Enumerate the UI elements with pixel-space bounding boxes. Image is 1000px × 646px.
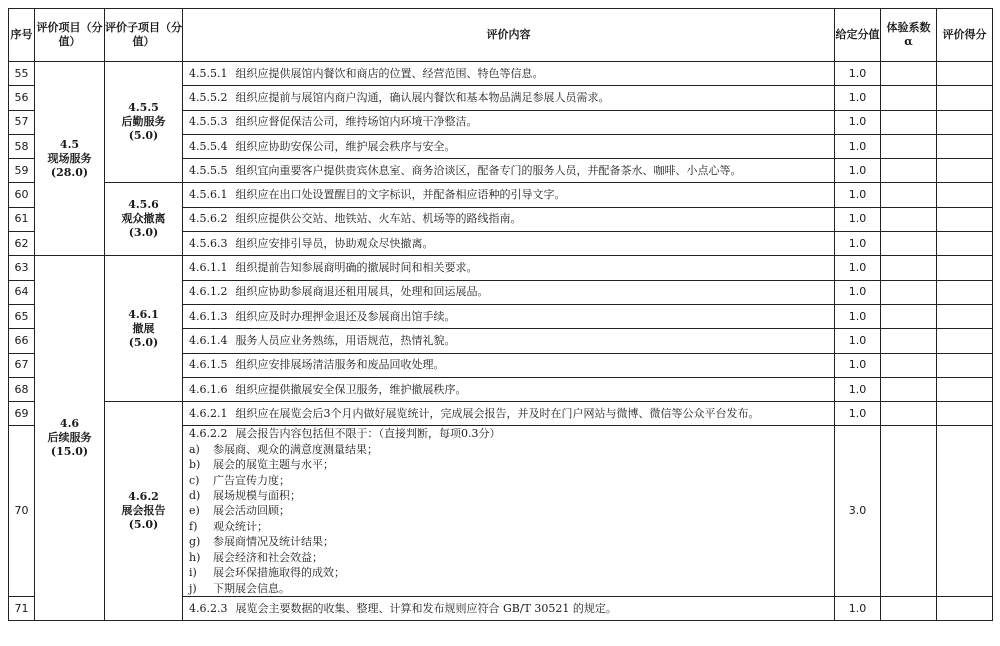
- row-content: [183, 232, 835, 256]
- row-content: [183, 86, 835, 110]
- clause-text: 展览会主要数据的收集、整理、计算和发布规则应符合 GB/T 30521 的规定。: [235, 601, 617, 615]
- row-coefficient-cell[interactable]: [881, 280, 937, 304]
- row-eval-score-cell[interactable]: [937, 596, 993, 620]
- header-content: 评价内容: [183, 9, 835, 62]
- header-subitem: 评价子项目（分值）: [105, 9, 183, 62]
- row-coefficient-cell[interactable]: [881, 86, 937, 110]
- report-intro: [189, 426, 834, 441]
- row-content: [183, 377, 835, 401]
- list-marker: g): [189, 535, 201, 549]
- header-item: 评价项目（分值）: [35, 9, 105, 62]
- clause-text: 组织提前告知参展商明确的撤展时间和相关要求。: [235, 261, 478, 275]
- row-seq: 63: [9, 256, 35, 280]
- clause-code: 4.6.1.3: [189, 309, 228, 323]
- list-text: 展会经济和社会效益；: [213, 550, 323, 564]
- row-content: [183, 159, 835, 183]
- clause-code: 4.6.1.1: [189, 261, 228, 275]
- row-content: [183, 304, 835, 328]
- clause-code: 4.5.5.4: [189, 139, 228, 153]
- row-eval-score-cell[interactable]: [937, 304, 993, 328]
- subgroup-name: 观众撤离: [121, 212, 166, 226]
- row-coefficient-cell[interactable]: [881, 207, 937, 231]
- clause-code: 4.6.2.2: [189, 427, 228, 441]
- list-marker: i): [189, 566, 197, 580]
- row-given-score: 1.0: [835, 402, 881, 426]
- row-seq: 66: [9, 329, 35, 353]
- clause-text: 组织应安排引导员，协助观众尽快撤离。: [235, 236, 434, 250]
- row-seq: 57: [9, 110, 35, 134]
- list-item: [189, 581, 834, 596]
- row-eval-score-cell[interactable]: [937, 159, 993, 183]
- list-marker: e): [189, 504, 200, 518]
- clause-text: 服务人员应业务熟练，用语规范，热情礼貌。: [235, 333, 456, 347]
- row-eval-score-cell[interactable]: [937, 232, 993, 256]
- list-marker: a): [189, 442, 200, 456]
- row-content: [183, 280, 835, 304]
- list-text: 展会环保措施取得的成效；: [213, 566, 345, 580]
- row-given-score: 1.0: [835, 280, 881, 304]
- row-given-score: 1.0: [835, 134, 881, 158]
- header-eval-score: 评价得分: [937, 9, 993, 62]
- row-content: [183, 207, 835, 231]
- subgroup-score: (5.0): [128, 129, 159, 143]
- row-coefficient-cell[interactable]: [881, 402, 937, 426]
- subgroup-name: 撤展: [132, 321, 155, 335]
- row-content: [183, 134, 835, 158]
- row-given-score: 1.0: [835, 256, 881, 280]
- group-4-6: [35, 256, 105, 621]
- row-seq: 61: [9, 207, 35, 231]
- row-content: [183, 62, 835, 86]
- row-eval-score-cell[interactable]: [937, 280, 993, 304]
- subgroup-score: (3.0): [128, 226, 159, 240]
- clause-code: 4.6.1.2: [189, 285, 228, 299]
- list-item: [189, 565, 834, 580]
- row-seq: 60: [9, 183, 35, 207]
- row-coefficient-cell[interactable]: [881, 134, 937, 158]
- list-text: 展场规模与面积；: [213, 489, 301, 503]
- row-eval-score-cell[interactable]: [937, 353, 993, 377]
- row-given-score: 1.0: [835, 232, 881, 256]
- header-coefficient: 体验系数 α: [881, 9, 937, 62]
- row-coefficient-cell[interactable]: [881, 377, 937, 401]
- row-eval-score-cell[interactable]: [937, 134, 993, 158]
- row-given-score: 1.0: [835, 110, 881, 134]
- row-content: [183, 329, 835, 353]
- list-marker: f): [189, 519, 198, 533]
- list-item: [189, 503, 834, 518]
- row-coefficient-cell[interactable]: [881, 596, 937, 620]
- clause-text: 组织应提前与展馆内商户沟通，确认展内餐饮和基本物品满足参展人员需求。: [235, 90, 610, 104]
- clause-code: 4.5.6.3: [189, 236, 228, 250]
- group-score: (28.0): [50, 165, 89, 179]
- group-4-5: [35, 62, 105, 256]
- row-coefficient-cell[interactable]: [881, 232, 937, 256]
- subgroup-4-5-5: [105, 62, 183, 183]
- list-text: 广告宣传力度；: [213, 473, 290, 487]
- list-marker: c): [189, 473, 200, 487]
- subgroup-name: 展会报告: [121, 504, 166, 518]
- row-eval-score-cell[interactable]: [937, 402, 993, 426]
- clause-code: 4.5.5.2: [189, 90, 228, 104]
- header-given-score: 给定分值: [835, 9, 881, 62]
- list-marker: h): [189, 550, 201, 564]
- row-given-score: 1.0: [835, 596, 881, 620]
- row-coefficient-cell[interactable]: [881, 110, 937, 134]
- row-coefficient-cell[interactable]: [881, 159, 937, 183]
- clause-text: 组织宜向重要客户提供贵宾休息室、商务洽谈区，配备专门的服务人员，并配备茶水、咖啡、小点心等。: [235, 163, 742, 177]
- group-score: (15.0): [50, 445, 89, 459]
- row-coefficient-cell[interactable]: [881, 329, 937, 353]
- list-item: [189, 550, 834, 565]
- table-row: [9, 62, 993, 86]
- row-seq: 58: [9, 134, 35, 158]
- list-text: 参展商、观众的满意度测量结果；: [213, 442, 378, 456]
- row-seq: 70: [9, 426, 35, 596]
- clause-code: 4.6.1.4: [189, 333, 228, 347]
- row-given-score: 1.0: [835, 86, 881, 110]
- row-seq: 55: [9, 62, 35, 86]
- clause-code: 4.5.5.5: [189, 163, 228, 177]
- row-seq: 62: [9, 232, 35, 256]
- clause-text: 组织应督促保洁公司，维持场馆内环境干净整洁。: [235, 115, 478, 129]
- list-text: 参展商情况及统计结果；: [213, 535, 334, 549]
- row-coefficient-cell[interactable]: [881, 353, 937, 377]
- clause-code: 4.5.5.1: [189, 66, 228, 80]
- row-given-score: 1.0: [835, 377, 881, 401]
- clause-text: 组织应及时办理押金退还及参展商出馆手续。: [235, 309, 456, 323]
- list-marker: b): [189, 458, 201, 472]
- row-given-score: 3.0: [835, 426, 881, 596]
- list-item: [189, 457, 834, 472]
- list-text: 展会活动回顾；: [213, 504, 290, 518]
- list-item: [189, 519, 834, 534]
- row-eval-score-cell[interactable]: [937, 377, 993, 401]
- row-coefficient-cell[interactable]: [881, 256, 937, 280]
- list-text: 观众统计；: [213, 519, 268, 533]
- row-given-score: 1.0: [835, 183, 881, 207]
- subgroup-4-6-1: [105, 256, 183, 402]
- subgroup-code: 4.5.6: [128, 198, 159, 212]
- clause-text: 组织应在出口处设置醒目的文字标识，并配备相应语种的引导文字。: [235, 188, 566, 202]
- row-content: [183, 596, 835, 620]
- row-given-score: 1.0: [835, 207, 881, 231]
- subgroup-code: 4.5.5: [128, 101, 159, 115]
- group-code: 4.6: [59, 417, 80, 431]
- table-row: [9, 256, 993, 280]
- clause-text: 组织应协助参展商退还租用展具，处理和回运展品。: [235, 285, 489, 299]
- row-given-score: 1.0: [835, 304, 881, 328]
- row-seq: 67: [9, 353, 35, 377]
- clause-text: 组织应安排展场清洁服务和废品回收处理。: [235, 358, 445, 372]
- clause-text: 组织应协助安保公司，维护展会秩序与安全。: [235, 139, 456, 153]
- row-eval-score-cell[interactable]: [937, 110, 993, 134]
- row-seq: 71: [9, 596, 35, 620]
- row-given-score: 1.0: [835, 62, 881, 86]
- clause-code: 4.5.6.1: [189, 188, 228, 202]
- row-content: [183, 353, 835, 377]
- row-eval-score-cell[interactable]: [937, 256, 993, 280]
- subgroup-4-5-6: [105, 183, 183, 256]
- row-eval-score-cell[interactable]: [937, 426, 993, 596]
- subgroup-score: (5.0): [128, 518, 159, 532]
- clause-code: 4.6.1.5: [189, 358, 228, 372]
- row-content: [183, 426, 835, 596]
- header-seq: 序号: [9, 9, 35, 62]
- row-seq: 65: [9, 304, 35, 328]
- subgroup-score: (5.0): [128, 335, 159, 349]
- table-row: [9, 402, 993, 426]
- list-marker: d): [189, 489, 201, 503]
- clause-code: 4.5.6.2: [189, 212, 228, 226]
- list-item: [189, 473, 834, 488]
- row-given-score: 1.0: [835, 353, 881, 377]
- list-item: [189, 534, 834, 549]
- row-content: [183, 183, 835, 207]
- group-name: 后续服务: [47, 431, 92, 445]
- clause-code: 4.6.1.6: [189, 382, 228, 396]
- header-row: [9, 9, 993, 62]
- subgroup-code: 4.6.1: [128, 307, 159, 321]
- row-eval-score-cell[interactable]: [937, 329, 993, 353]
- clause-text: 组织应提供撤展安全保卫服务，维护撤展秩序。: [235, 382, 467, 396]
- row-content: [183, 402, 835, 426]
- row-content: [183, 110, 835, 134]
- row-coefficient-cell[interactable]: [881, 426, 937, 596]
- group-name: 现场服务: [47, 151, 92, 165]
- clause-code: 4.6.2.3: [189, 601, 228, 615]
- list-text: 展会的展览主题与水平；: [213, 458, 334, 472]
- clause-code: 4.5.5.3: [189, 115, 228, 129]
- clause-text: 组织应在展览会后3个月内做好展览统计，完成展会报告，并及时在门户网站与微博、微信等公众平台发布。: [235, 406, 760, 420]
- row-coefficient-cell[interactable]: [881, 304, 937, 328]
- list-text: 下期展会信息。: [213, 581, 290, 595]
- evaluation-table-page: [8, 8, 992, 621]
- row-eval-score-cell[interactable]: [937, 62, 993, 86]
- group-code: 4.5: [59, 137, 80, 151]
- row-eval-score-cell[interactable]: [937, 86, 993, 110]
- row-seq: 68: [9, 377, 35, 401]
- list-marker: j): [189, 581, 197, 595]
- row-seq: 69: [9, 402, 35, 426]
- row-given-score: 1.0: [835, 159, 881, 183]
- row-eval-score-cell[interactable]: [937, 183, 993, 207]
- subgroup-4-6-2: [105, 402, 183, 621]
- row-content: [183, 256, 835, 280]
- row-seq: 64: [9, 280, 35, 304]
- row-seq: 59: [9, 159, 35, 183]
- subgroup-code: 4.6.2: [128, 490, 159, 504]
- row-coefficient-cell[interactable]: [881, 62, 937, 86]
- evaluation-table: [8, 8, 993, 621]
- subgroup-name: 后勤服务: [121, 115, 166, 129]
- row-eval-score-cell[interactable]: [937, 207, 993, 231]
- clause-text: 展会报告内容包括但不限于：（直接判断，每项0.3分）: [235, 427, 501, 441]
- clause-text: 组织应提供公交站、地铁站、火车站、机场等的路线指南。: [235, 212, 522, 226]
- row-given-score: 1.0: [835, 329, 881, 353]
- row-coefficient-cell[interactable]: [881, 183, 937, 207]
- list-item: [189, 442, 834, 457]
- clause-code: 4.6.2.1: [189, 406, 228, 420]
- list-item: [189, 488, 834, 503]
- table-row: [9, 183, 993, 207]
- clause-text: 组织应提供展馆内餐饮和商店的位置、经营范围、特色等信息。: [235, 66, 544, 80]
- row-seq: 56: [9, 86, 35, 110]
